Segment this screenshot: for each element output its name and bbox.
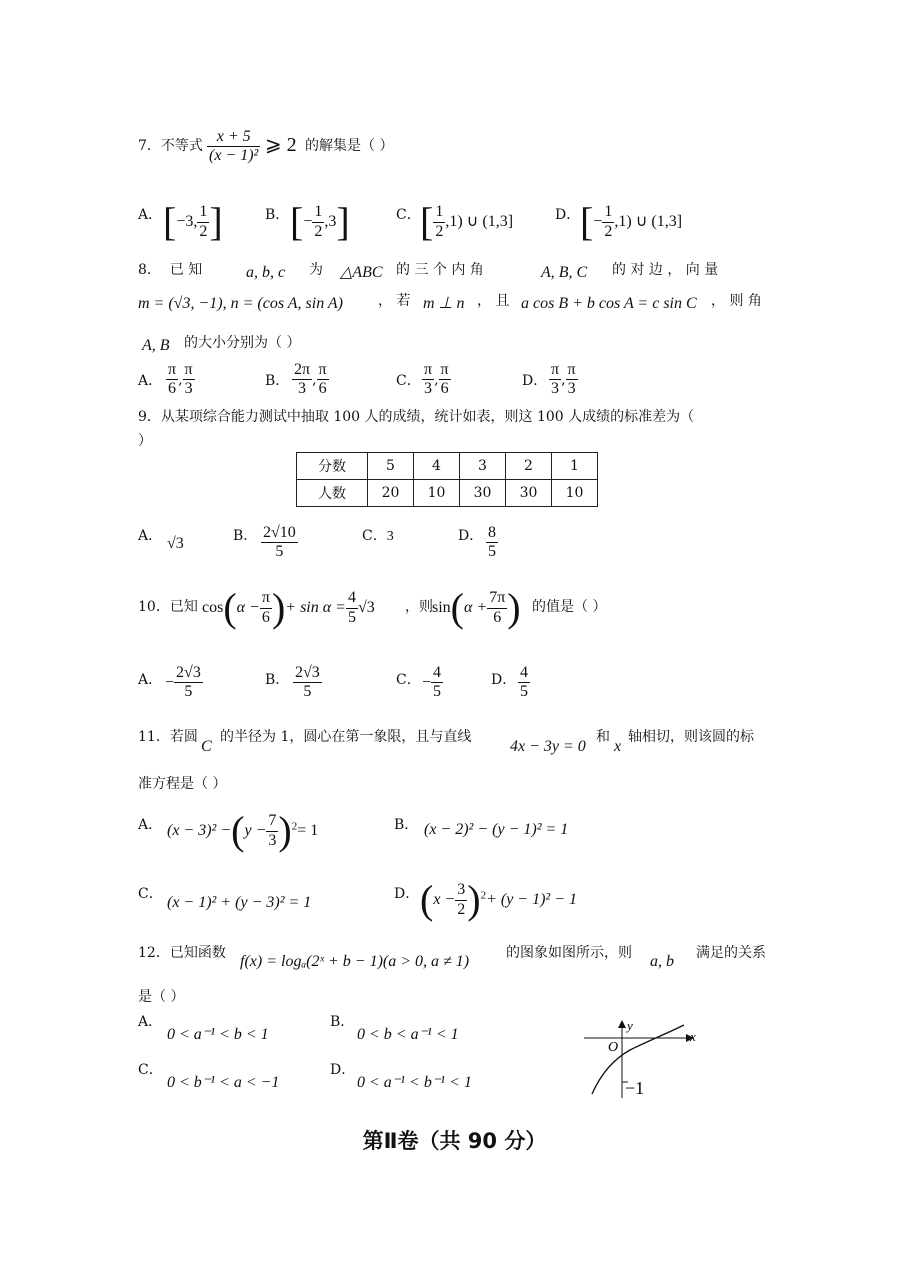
q7-stem: 7．不等式 (138, 138, 203, 154)
q11-option-c: (x − 1)² + (y − 3)² = 1 (167, 894, 312, 911)
q7-option-a: [−3, $\frac{1}{2}$ ] (163, 199, 223, 244)
q7-option-d-label: D． (555, 207, 581, 223)
origin-label: O (608, 1040, 619, 1055)
q8-triangle: △ABC (340, 264, 383, 281)
q7-stem-suffix: 的解集是（ ） (305, 138, 394, 154)
q10-option-a: − $\frac{2√3}{5}$ (165, 664, 201, 701)
q8-option-b-label: B． (265, 373, 290, 389)
q12-line1-a: 12．已知函数 (138, 945, 226, 961)
q12-ab: a, b (650, 953, 674, 970)
q8-option-a-label: A． (138, 373, 163, 389)
q11-x: x (614, 738, 622, 755)
q11-option-d: (x − $\frac{3}{2}$ )$^2$+ (y − 1)² − 1 (420, 877, 578, 922)
q12-option-d-label: D． (330, 1062, 356, 1078)
q10-suffix: 的值是（ ） (532, 599, 607, 615)
q12-function: f(x) = logₐ(2ˣ + b − 1)(a > 0, a ≠ 1) (240, 953, 470, 970)
q8-equation: a cos B + b cos A = c sin C (521, 295, 697, 312)
q9-option-c: C．3 (362, 528, 394, 544)
table-cell: 4 (414, 453, 460, 480)
q8-ruo: ， 若 (378, 293, 411, 309)
table-cell: 30 (506, 480, 552, 507)
x-axis-label: x (690, 1029, 696, 1044)
q12-option-c-label: C． (138, 1062, 163, 1078)
tick-label: −1 (625, 1078, 645, 1098)
q11-option-b: (x − 2)² − (y − 1)² = 1 (424, 821, 569, 838)
q11-line: 4x − 3y = 0 (510, 738, 586, 755)
q7-option-a-label: A． (138, 207, 163, 223)
q8-option-a: $\frac{\pi}{6}$ , $\frac{\pi}{3}$ (168, 361, 193, 398)
table-cell: 人数 (297, 480, 368, 507)
q10-target: sin(α + $\frac{7\pi}{6}$ ) (432, 585, 521, 630)
q9-line1: 9．从某项综合能力测试中抽取 100 人的成绩，统计如表，则这 100 人成绩的标准差为（ (138, 409, 695, 425)
q7-option-b-label: B． (265, 207, 290, 223)
q11-line1-b: 的半径为 1，圆心在第一象限，且与直线 (220, 729, 472, 745)
q9-option-b: $\frac{2√10}{5}$ (263, 524, 296, 561)
q12-line2: 是（ ） (138, 989, 185, 1005)
q7-option-b: [− $\frac{1}{2}$ ,3] (290, 199, 350, 244)
q11-option-d-label: D． (394, 886, 420, 902)
q11-he: 和 (596, 729, 610, 745)
q10-stem: 10．已知 (138, 599, 198, 615)
y-axis-label: y (627, 1020, 633, 1033)
function-graph (578, 1020, 703, 1102)
q11-option-c-label: C． (138, 886, 163, 902)
score-table (296, 452, 598, 507)
q7-option-c-label: C． (396, 207, 421, 223)
q12-option-d: 0 < a⁻¹ < b⁻¹ < 1 (357, 1074, 472, 1091)
table-row (297, 453, 598, 480)
q12-line1-c: 满足的关系 (696, 945, 766, 961)
q8-vector-text: 的 对 边 ， 向 量 (612, 262, 719, 278)
q11-c: C (201, 738, 212, 755)
q12-option-c: 0 < b⁻¹ < a < −1 (167, 1074, 280, 1091)
table-cell: 3 (460, 453, 506, 480)
q10-option-c-label: C． (396, 672, 421, 688)
q8-option-d: $\frac{\pi}{3}$ , $\frac{\pi}{3}$ (551, 361, 576, 398)
q8-perp: m ⊥ n (423, 295, 465, 312)
table-cell: 10 (552, 480, 598, 507)
q7-fraction: $\frac{x + 5}{\text{(x − 1)²}}$ ⩾ 2 (209, 128, 297, 165)
table-cell: 10 (414, 480, 460, 507)
q12-line1-b: 的图象如图所示，则 (506, 945, 632, 961)
q8-angles: A, B, C (541, 264, 588, 281)
table-cell: 分数 (297, 453, 368, 480)
table-cell: 5 (368, 453, 414, 480)
q10-option-b: $\frac{2√3}{5}$ (295, 664, 320, 701)
q11-line1-e: 轴相切，则该圆的标 (628, 729, 754, 745)
q9-option-b-label: B． (233, 528, 258, 544)
q8-wei: 为 (309, 262, 323, 278)
q10-option-d-label: D． (491, 672, 517, 688)
q8-ab: A, B (142, 337, 170, 354)
q8-line3: 的大小分别为（ ） (184, 335, 301, 351)
q11-option-b-label: B． (394, 817, 419, 833)
q11-line1-a: 11．若圆 (138, 729, 198, 745)
q9-option-a-label: A． (138, 528, 163, 544)
q11-option-a-label: A． (138, 817, 163, 833)
q8-qie: ， 且 (477, 293, 510, 309)
q8-angles-text: 的 三 个 内 角 (396, 262, 484, 278)
q10-option-c: − $\frac{4}{5}$ (422, 664, 442, 701)
q10-then: ，则 (405, 599, 433, 615)
q7-option-d: [− $\frac{1}{2}$ ,1) ∪ (1,3] (580, 199, 683, 244)
q11-line2: 准方程是（ ） (138, 776, 227, 792)
q12-option-a: 0 < a⁻¹ < b < 1 (167, 1026, 269, 1043)
table-cell: 1 (552, 453, 598, 480)
section-title: 第Ⅱ卷（共 90 分） (362, 1129, 547, 1153)
q11-option-a: (x − 3)² −(y − $\frac{7}{3}$ )$^2$= 1 (167, 808, 319, 853)
q8-option-b: $\frac{2\pi}{3}$ , $\frac{\pi}{6}$ (294, 361, 327, 398)
q9-option-d-label: D． (458, 528, 484, 544)
table-row (297, 480, 598, 507)
table-cell: 30 (460, 480, 506, 507)
q9-option-d: $\frac{8}{5}$ (488, 524, 496, 561)
q8-option-c-label: C． (396, 373, 421, 389)
q12-option-b-label: B． (330, 1014, 355, 1030)
table-cell: 20 (368, 480, 414, 507)
q7-option-c: [ $\frac{1}{2}$ ,1) ∪ (1,3] (420, 199, 514, 244)
q10-given: cos(α − $\frac{\pi}{6}$ )+ sin α = $\frac{4}{5}$ √3 (202, 585, 375, 630)
q9-line2: ） (138, 433, 152, 449)
q8-option-d-label: D． (522, 373, 548, 389)
q9-option-a: √3 (167, 535, 184, 552)
y-axis-arrow-icon (618, 1020, 626, 1028)
q10-option-d: $\frac{4}{5}$ (520, 664, 528, 701)
table-cell: 2 (506, 453, 552, 480)
q8-vars: a, b, c (246, 264, 286, 281)
q12-option-a-label: A． (138, 1014, 163, 1030)
q8-vectors: m = (√3, −1), n = (cos A, sin A) (138, 295, 344, 312)
q8-option-c: $\frac{\pi}{3}$ , $\frac{\pi}{6}$ (424, 361, 449, 398)
q12-option-b: 0 < b < a⁻¹ < 1 (357, 1026, 459, 1043)
q8-ze: ， 则 角 (711, 293, 762, 309)
q8-line1-label: 8． 已 知 (138, 262, 203, 278)
q10-option-b-label: B． (265, 672, 290, 688)
q10-option-a-label: A． (138, 672, 163, 688)
